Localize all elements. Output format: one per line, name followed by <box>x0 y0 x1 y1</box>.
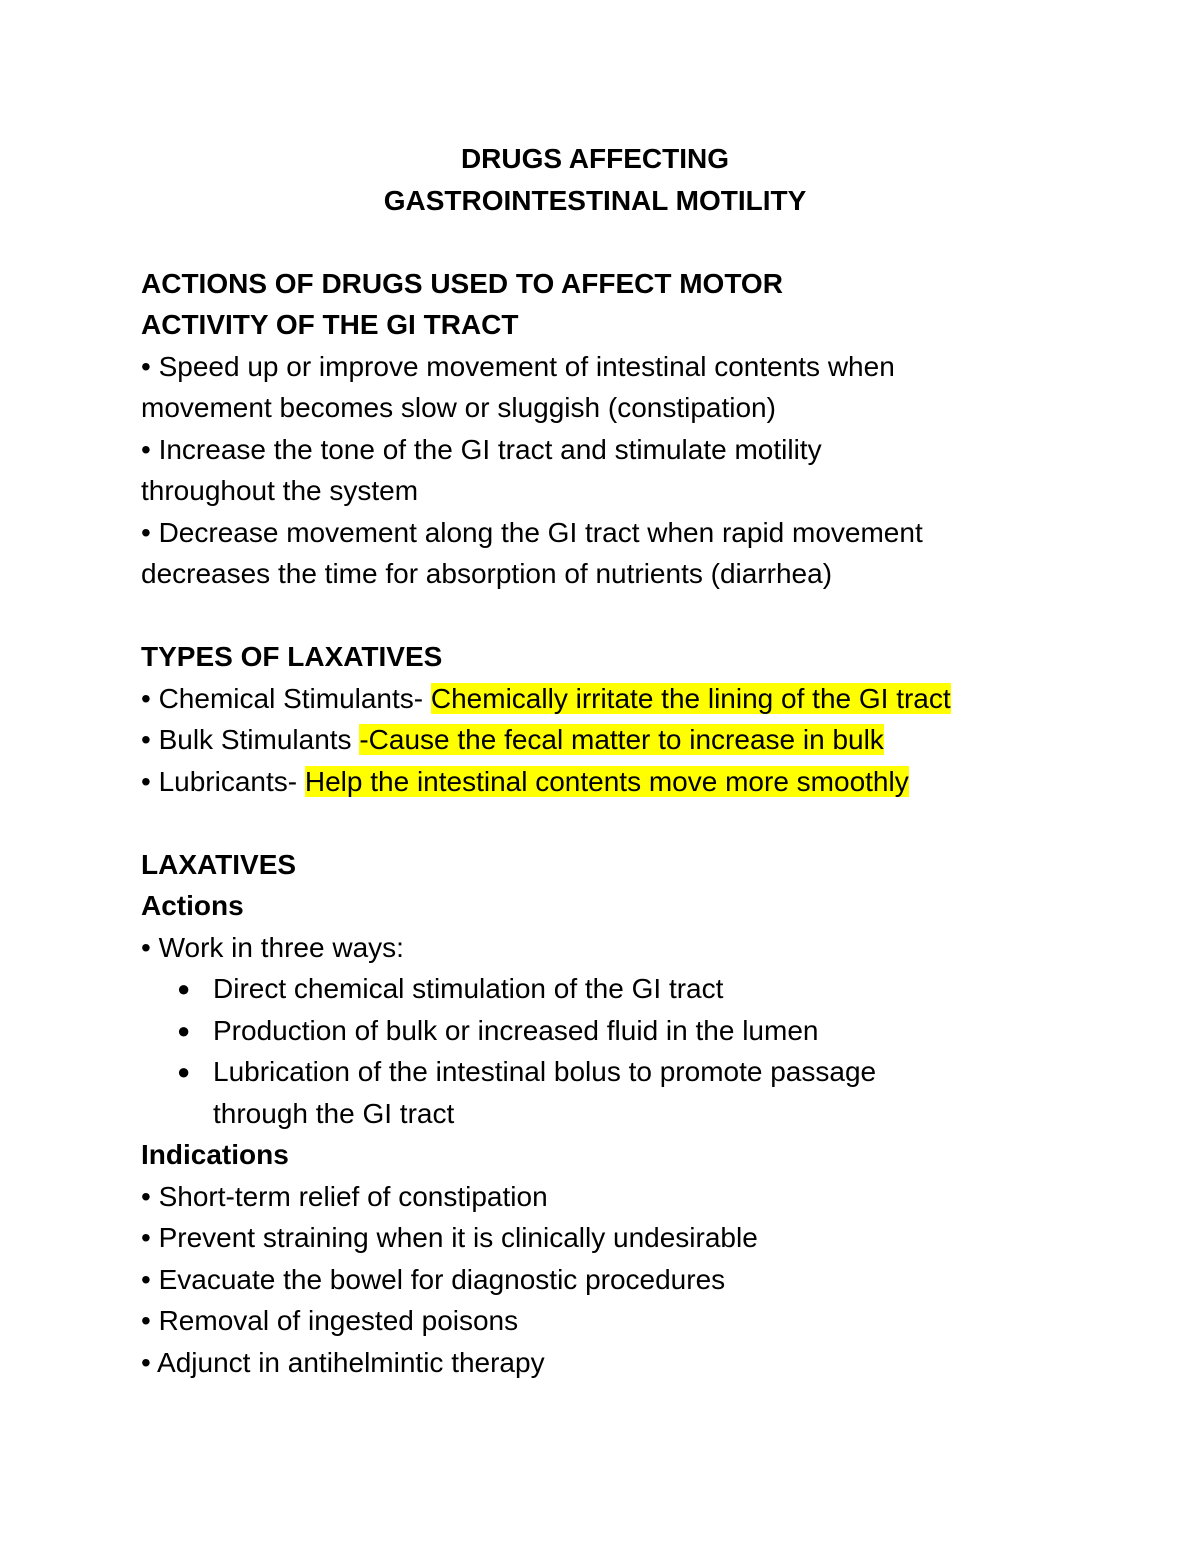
laxative-type-highlight: -Cause the fecal matter to increase in bulk <box>359 724 884 755</box>
laxative-type-highlight: Chemically irritate the lining of the GI tract <box>430 682 951 714</box>
bullet-icon: ● <box>177 1017 191 1043</box>
indication-item: • Adjunct in antihelmintic therapy <box>141 1346 545 1378</box>
list-item <box>177 1051 1041 1093</box>
actions-list <box>141 968 1041 1134</box>
spacer <box>141 802 1041 844</box>
actions-section <box>141 263 1041 595</box>
indication-item: • Evacuate the bowel for diagnostic procedures <box>141 1263 726 1295</box>
document-title <box>141 138 1049 221</box>
actions-intro: • Work in three ways: <box>141 931 404 963</box>
bullet-icon: ● <box>177 976 191 1001</box>
laxatives-section <box>141 844 1041 1384</box>
title-line-2: GASTROINTESTINAL MOTILITY <box>383 184 807 216</box>
laxative-type-label: • Bulk Stimulants <box>141 724 360 755</box>
actions-line: decreases the time for absorption of nutrients (diarrhea) <box>141 558 833 589</box>
list-item-text: through the GI tract <box>213 1097 455 1129</box>
spacer <box>141 595 1041 637</box>
indications-subheading: Indications <box>141 1139 289 1170</box>
list-item <box>177 968 1041 1010</box>
actions-line: throughout the system <box>141 475 419 506</box>
laxative-type-item <box>141 761 1041 803</box>
types-heading: TYPES OF LAXATIVES <box>141 641 443 672</box>
actions-line: • Speed up or improve movement of intestinal contents when <box>141 350 895 382</box>
title-line-1: DRUGS AFFECTING <box>460 143 730 174</box>
actions-line: • Increase the tone of the GI tract and stimulate motility <box>141 433 822 465</box>
list-item-text: Production of bulk or increased fluid in the lumen <box>213 1014 819 1046</box>
laxative-type-label: • Chemical Stimulants- <box>141 682 431 714</box>
spacer <box>141 221 1041 263</box>
types-section <box>141 636 1041 802</box>
bullet-icon: ● <box>177 1059 191 1084</box>
indication-item: • Removal of ingested poisons <box>141 1305 519 1336</box>
actions-line: movement becomes slow or sluggish (constipation) <box>141 392 776 423</box>
indication-item: • Prevent straining when it is clinically undesirable <box>141 1222 758 1253</box>
actions-heading-line-1: ACTIONS OF DRUGS USED TO AFFECT MOTOR <box>141 267 783 299</box>
list-item <box>177 1010 1041 1052</box>
laxative-type-item <box>141 678 1041 720</box>
document-content <box>141 138 1041 1383</box>
actions-subheading: Actions <box>141 890 244 921</box>
list-item-text: Lubrication of the intestinal bolus to promote passage <box>213 1056 877 1087</box>
laxative-type-highlight: Help the intestinal contents move more smoothly <box>304 765 909 797</box>
list-item-text: Direct chemical stimulation of the GI tract <box>213 973 724 1004</box>
actions-line: • Decrease movement along the GI tract when rapid movement <box>141 516 923 548</box>
laxative-type-label: • Lubricants- <box>141 765 305 797</box>
actions-heading-line-2: ACTIVITY OF THE GI TRACT <box>141 309 519 340</box>
laxative-type-item <box>141 719 1041 761</box>
list-item-continuation <box>177 1093 1041 1135</box>
laxatives-heading: LAXATIVES <box>141 848 297 880</box>
indication-item: • Short-term relief of constipation <box>141 1180 548 1212</box>
